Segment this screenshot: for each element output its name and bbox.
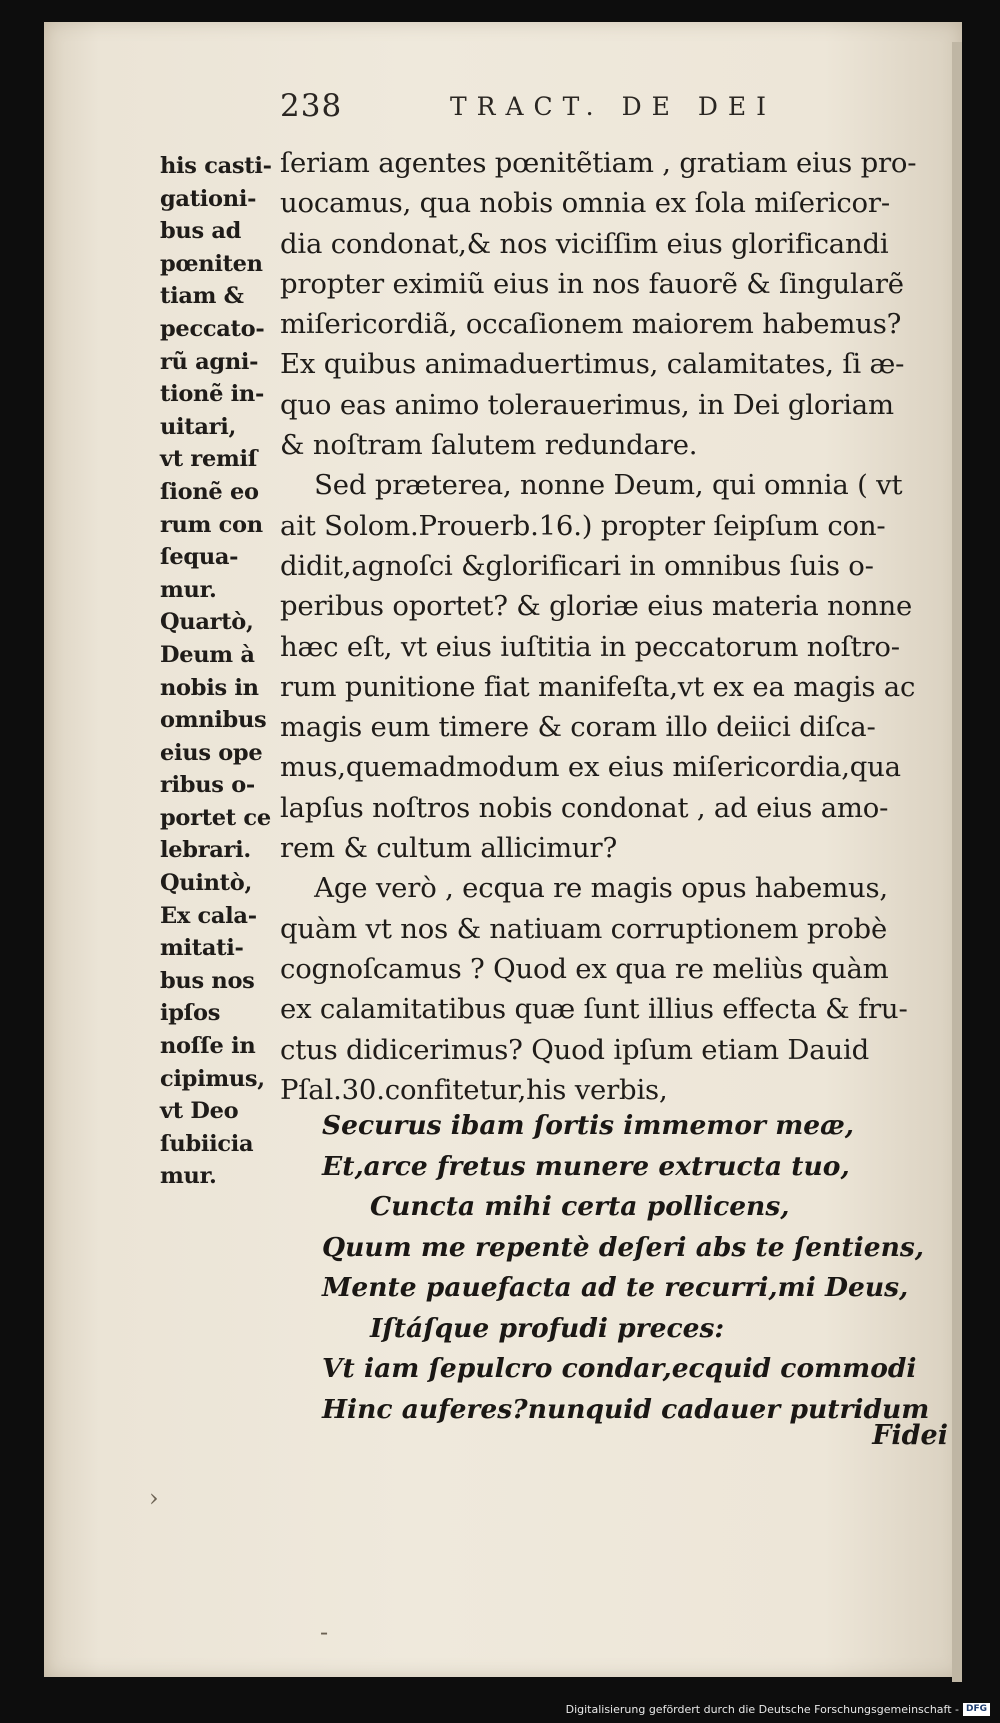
text-line: ſeriam agentes pœnitẽtiam , gratiam eius pro- xyxy=(280,147,917,179)
margin-note-line: cipimus, xyxy=(160,1065,265,1092)
verse-line: Mente pauefacta ad te recurri,mi Deus, xyxy=(322,1272,909,1303)
dfg-logo-icon: DFG xyxy=(963,1703,990,1716)
margin-note-line: vt Deo xyxy=(160,1098,239,1125)
text-line: mus,quemadmodum ex eius miſericordia,qua xyxy=(280,751,901,784)
margin-note-line: portet ce xyxy=(160,804,271,831)
ink-speck: ‐ xyxy=(320,1618,329,1646)
margin-note-line: bus nos xyxy=(160,967,255,994)
text-line: Ex quibus animaduertimus, calamitates, ſi æ- xyxy=(280,348,905,381)
verse-line: Iſtáſque profudi preces: xyxy=(370,1312,725,1344)
main-text-block xyxy=(280,143,960,1110)
text-line: cognoſcamus ? Quod ex qua re meliùs quàm xyxy=(280,952,889,985)
ink-speck: › xyxy=(149,1484,159,1512)
margin-note-line: omnibus xyxy=(160,707,267,734)
verse-line: Cuncta mihi certa pollicens, xyxy=(370,1191,790,1222)
verse-line: Et,arce fretus munere extructa tuo, xyxy=(322,1150,850,1182)
verse-line: Hinc auferes?nunquid cadauer putridum xyxy=(322,1393,930,1425)
page-number: 238 xyxy=(280,88,343,124)
verse-line: Securus ibam ſortis immemor meæ, xyxy=(322,1110,855,1141)
text-line: Age verò , ecqua re magis opus habemus, xyxy=(280,872,888,905)
text-line: ctus didicerimus? Quod ipſum etiam Dauid xyxy=(280,1033,869,1066)
margin-note-line: peccato- xyxy=(160,315,265,342)
text-line: rum punitione fiat manifeſta,vt ex ea magis ac xyxy=(280,670,916,703)
verse-line: Quum me repentè deſeri abs te ſentiens, xyxy=(322,1231,924,1263)
digitization-footer xyxy=(566,1701,990,1717)
margin-note-line: gationi- xyxy=(160,185,257,212)
text-line: magis eum timere & coram illo deiici diſca- xyxy=(280,711,876,744)
marginal-notes xyxy=(160,150,278,1193)
margin-note-line: rũ agni- xyxy=(160,348,259,375)
text-line: & noſtram ſalutem redundare. xyxy=(280,429,698,462)
verse-quotation xyxy=(322,1106,962,1430)
margin-note-line: ribus o- xyxy=(160,772,255,799)
text-line: rem & cultum allicimur? xyxy=(280,832,618,865)
margin-note-line: noſſe in xyxy=(160,1033,256,1060)
margin-note-line: mur. xyxy=(160,1163,217,1190)
margin-note-line: nobis in xyxy=(160,674,259,701)
margin-note-line: Deum à xyxy=(160,641,255,668)
text-line: ex calamitatibus quæ ſunt illius effecta & fru- xyxy=(280,993,908,1026)
margin-note-line: pœniten xyxy=(160,250,263,277)
running-title: TRACT. DE DEI xyxy=(450,92,776,121)
margin-note-line: tiam & xyxy=(160,283,244,310)
text-line: hæc eſt, vt eius iuſtitia in peccatorum noſtro- xyxy=(280,630,900,663)
margin-note-line: eius ope xyxy=(160,739,263,766)
text-line: dia condonat,& nos viciſſim eius glorificandi xyxy=(280,227,889,260)
margin-note-line: rum con xyxy=(160,511,263,538)
margin-note-line: tionẽ in- xyxy=(160,381,264,408)
footer-text: Digitalisierung gefördert durch die Deutsche Forschungsgemeinschaft - xyxy=(565,1702,959,1716)
text-line: Pſal.30.confitetur,his verbis, xyxy=(280,1073,668,1106)
text-line: uocamus, qua nobis omnia ex ſola miſericor- xyxy=(280,187,890,220)
text-line: peribus oportet? & gloriæ eius materia nonne xyxy=(280,590,913,623)
margin-note-line: Quintò, xyxy=(160,870,252,897)
text-line: didit,agnoſci &glorificari in omnibus ſuis o- xyxy=(280,549,874,582)
text-line: quo eas animo tolerauerimus, in Dei gloriam xyxy=(280,388,894,421)
text-line: lapſus noſtros nobis condonat , ad eius amo- xyxy=(280,791,889,824)
text-line: Sed præterea, nonne Deum, qui omnia ( vt xyxy=(280,469,903,502)
text-line: propter eximiũ eius in nos fauorẽ & ſingularẽ xyxy=(280,267,904,300)
margin-note-line: bus ad xyxy=(160,218,242,245)
margin-note-line: uitari, xyxy=(160,413,237,440)
text-line: ait Solom.Prouerb.16.) propter ſeipſum con- xyxy=(280,509,886,542)
margin-note-line: Quartò, xyxy=(160,609,254,636)
margin-note-line: lebrari. xyxy=(160,837,251,864)
running-head xyxy=(280,88,800,128)
catchword: Fidei xyxy=(872,1420,948,1451)
margin-note-line: ipſos xyxy=(160,1000,221,1027)
margin-note-line: ſequa- xyxy=(160,544,239,571)
text-line: miſericordiã, occaſionem maiorem habemus? xyxy=(280,308,902,341)
margin-note-line: Ex cala- xyxy=(160,902,257,929)
verse-line: Vt iam ſepulcro condar,ecquid commodi xyxy=(322,1353,917,1384)
margin-note-line: ſionẽ eo xyxy=(160,478,259,505)
margin-note-line: mitati- xyxy=(160,935,244,962)
text-line: quàm vt nos & natiuam corruptionem probè xyxy=(280,912,888,945)
margin-note-line: his casti- xyxy=(160,153,272,179)
margin-note-line: ſubiicia xyxy=(160,1130,254,1157)
margin-note-line: vt remiſ xyxy=(160,446,258,473)
margin-note-line: mur. xyxy=(160,576,217,603)
